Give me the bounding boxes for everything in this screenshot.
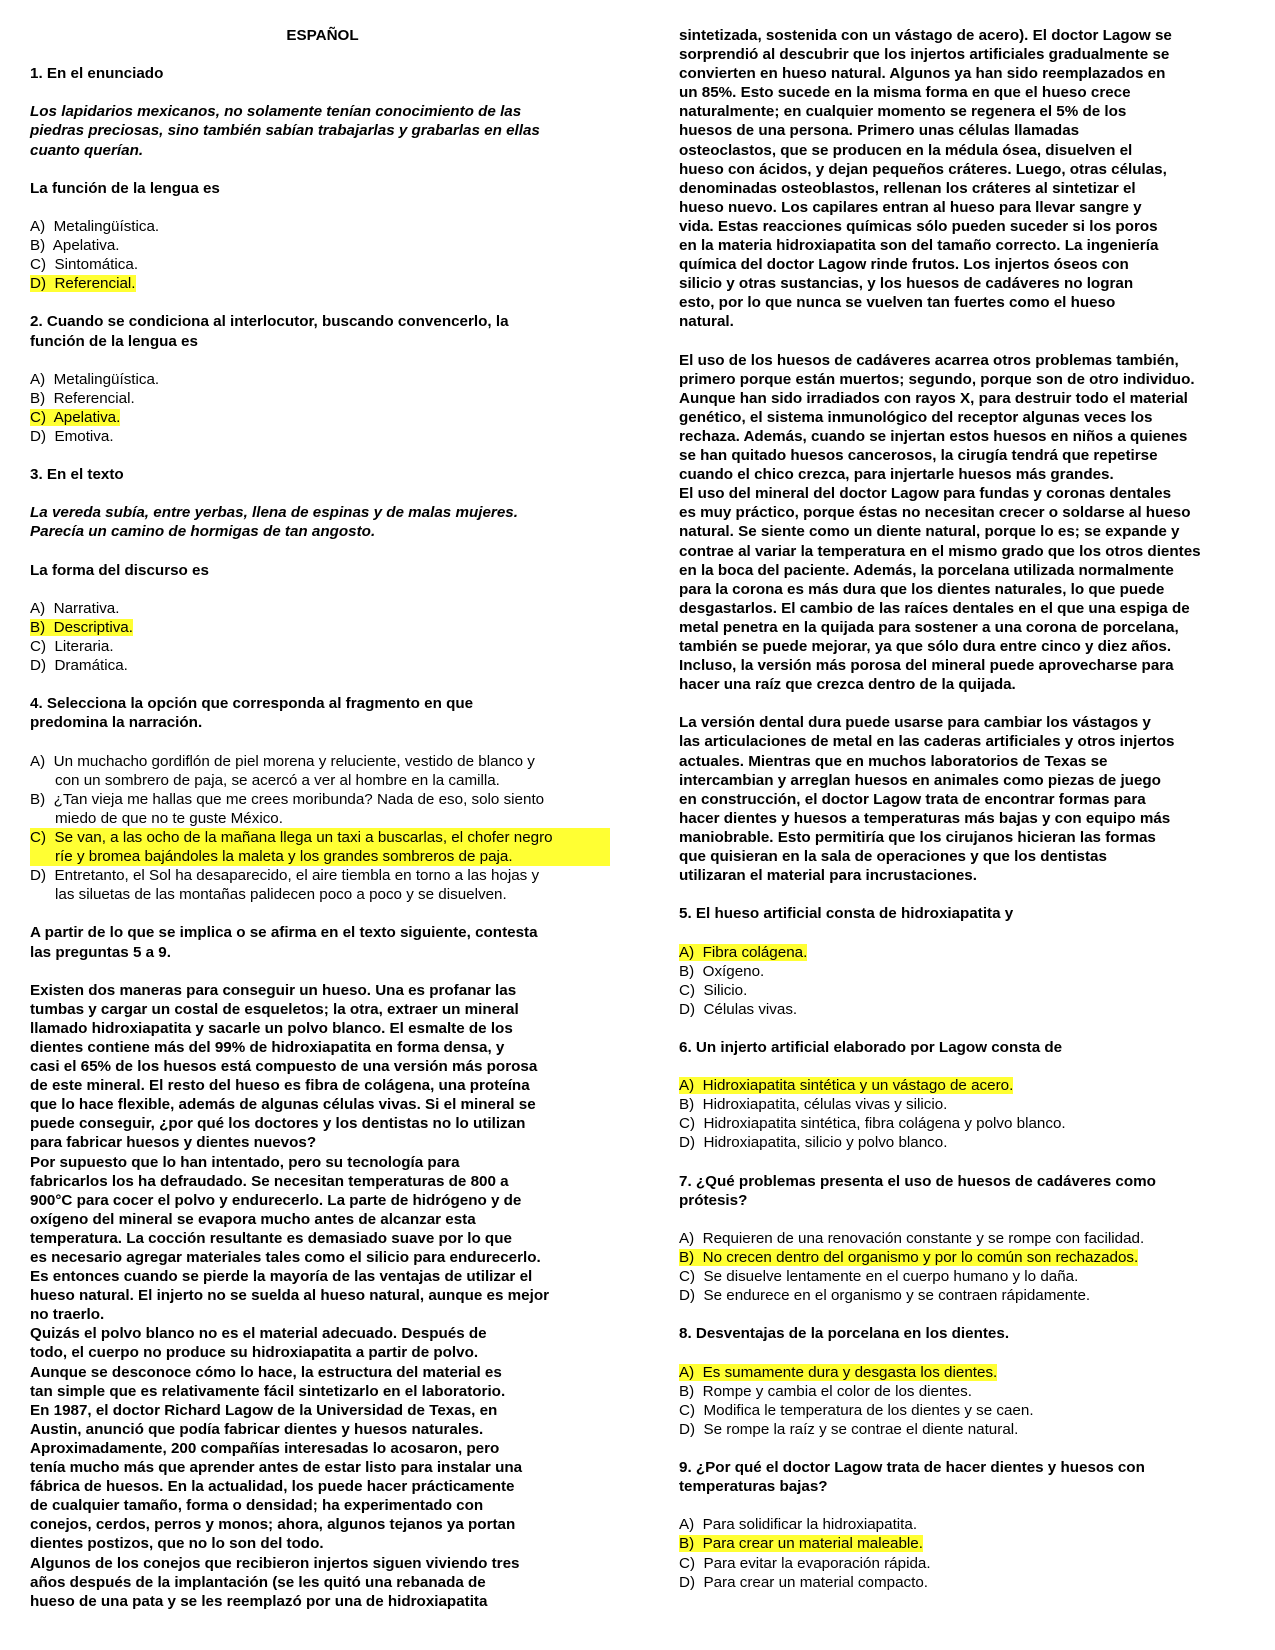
passage-line: es necesario agregar materiales tales como el silicio para endurecerlo.	[30, 1249, 541, 1266]
passage-line: no traerlo.	[30, 1306, 105, 1324]
passage-line: hueso de una pata y se les reemplazó por una de hidroxiapatita	[30, 1592, 488, 1610]
q1-option-c: C) Sintomática.	[30, 256, 139, 274]
q7-heading-line: prótesis?	[679, 1191, 748, 1209]
q2-option-a: A) Metalingüística.	[30, 370, 160, 388]
q8-option-d: D) Se rompe la raíz y se contrae el diente natural.	[679, 1420, 1019, 1438]
passage-line: Quizás el polvo blanco no es el material adecuado. Después de	[30, 1325, 487, 1343]
q4-option-d: D) Entretanto, el Sol ha desaparecido, el aire tiembla en torno a las hojas y	[30, 867, 540, 885]
q3-option-d: D) Dramática.	[30, 657, 128, 675]
passage-line: de este mineral. El resto del hueso es fibra de colágena, una proteína	[30, 1077, 530, 1095]
passage-line: para la corona es más dura que los dientes naturales, lo que puede	[679, 580, 1165, 598]
passage-line: años después de la implantación (se les quitó una rebanada de	[30, 1573, 486, 1591]
passage-line: metal penetra en la quijada para sostener a una corona de porcelana,	[679, 618, 1179, 636]
q5-option-c: C) Silicio.	[679, 981, 748, 999]
passage-line: Algunos de los conejos que recibieron injertos siguen viviendo tres	[30, 1554, 520, 1572]
q8-option-a-answer: A) Es sumamente dura y desgasta los dientes.	[679, 1363, 998, 1381]
passage-line: sintetizada, sostenida con un vástago de acero). El doctor Lagow se	[679, 27, 1172, 44]
passage-line: hueso con ácidos, y dejan pequeños cráteres. Luego, otras células,	[679, 160, 1167, 178]
q1-option-a: A) Metalingüística.	[30, 217, 160, 235]
passage-line: todo, el cuerpo no produce su hidroxiapatita a partir de polvo.	[30, 1344, 479, 1362]
passage-line: fabricarlos los ha defraudado. Se necesitan temperaturas de 800 a	[30, 1172, 509, 1190]
q8-heading: 8. Desventajas de la porcelana en los dientes.	[679, 1325, 1010, 1343]
q9-heading-line: 9. ¿Por qué el doctor Lagow trata de hacer dientes y huesos con	[679, 1459, 1145, 1477]
passage-line: tumbas y cargar un costal de esqueletos; la otra, extraer un mineral	[30, 1000, 519, 1018]
q1-prompt: La función de la lengua es	[30, 179, 220, 197]
passage-line: denominadas osteoblastos, rellenan los cráteres al sintetizar el	[679, 179, 1136, 197]
passage-line: natural.	[679, 313, 734, 331]
q9-option-c: C) Para evitar la evaporación rápida.	[679, 1554, 931, 1572]
q3-option-c: C) Literaria.	[30, 638, 114, 655]
q6-option-a-answer: A) Hidroxiapatita sintética y un vástago de acero.	[679, 1077, 1014, 1095]
q2-heading-line: 2. Cuando se condiciona al interlocutor, buscando convencerlo, la	[30, 313, 509, 331]
passage-line: un 85%. Esto sucede en la misma forma en que el hueso crece	[679, 84, 1131, 102]
passage-line: actuales. Mientras que en muchos laboratorios de Texas se	[679, 752, 1108, 770]
q5-option-b: B) Oxígeno.	[679, 962, 765, 980]
passage-line: silicio y otras sustancias, y los huesos de cadáveres no logran	[679, 275, 1134, 293]
passage-line: oxígeno del mineral se evapora mucho antes de alcanzar esta	[30, 1210, 476, 1228]
passage-line: desgastarlos. El cambio de las raíces dentales en el que una espiga de	[679, 599, 1190, 617]
left-column	[30, 26, 615, 1611]
passage-line: Existen dos maneras para conseguir un hueso. Una es profanar las	[30, 981, 517, 999]
q7-option-a: A) Requieren de una renovación constante y se rompe con facilidad.	[679, 1229, 1145, 1247]
passage-line: cuando el chico crezca, para injertarle huesos más grandes.	[679, 466, 1114, 484]
passage-line: llamado hidroxiapatita y sacarle un polvo blanco. El esmalte de los	[30, 1019, 513, 1037]
passage-line: utilizaran el material para incrustaciones.	[679, 867, 977, 885]
q3-option-a: A) Narrativa.	[30, 599, 120, 617]
passage-intro-line: A partir de lo que se implica o se afirma en el texto siguiente, contesta	[30, 924, 538, 942]
passage-line: casi el 65% de los huesos está compuesto de una versión más porosa	[30, 1058, 538, 1076]
passage-line: es muy práctico, porque éstas no necesitan crecer o soldarse al hueso	[679, 504, 1191, 522]
passage-line: tenía mucho más que aprender antes de estar listo para instalar una	[30, 1459, 523, 1477]
q1-option-d-answer: D) Referencial.	[30, 275, 136, 293]
passage-line: en construcción, el doctor Lagow trata de encontrar formas para	[679, 790, 1146, 808]
reading-passage-part2	[679, 26, 1254, 332]
q3-quote-line: La vereda subía, entre yerbas, llena de espinas y de malas mujeres.	[30, 504, 518, 522]
q4-option-a-cont: con un sombrero de paja, se acercó a ver al hombre en la camilla.	[55, 771, 500, 789]
q4-option-b-cont: miedo de que no te guste México.	[55, 809, 283, 827]
passage-line: tan simple que es relativamente fácil sintetizarlo en el laboratorio.	[30, 1382, 506, 1400]
passage-line: dientes contiene más del 99% de hidroxiapatita en forma densa, y	[30, 1038, 505, 1056]
passage-line: fábrica de huesos. En la actualidad, los puede hacer prácticamente	[30, 1478, 515, 1496]
passage-line: para fabricar huesos y dientes nuevos?	[30, 1134, 317, 1152]
passage-line: en la materia hidroxiapatita son del tamaño correcto. La ingeniería	[679, 237, 1159, 255]
passage-line: convierten en hueso natural. Algunos ya han sido reemplazados en	[679, 65, 1166, 83]
right-column	[679, 26, 1254, 1592]
passage-line: dientes postizos, que no lo son del todo.	[30, 1535, 324, 1553]
q2-heading-line: función de la lengua es	[30, 332, 198, 350]
passage-line: contrae al variar la temperatura en el mismo grado que los otros dientes	[679, 542, 1201, 560]
q3-quote-line: Parecía un camino de hormigas de tan angosto.	[30, 523, 376, 541]
passage-line: Aunque se desconoce cómo lo hace, la estructura del material es	[30, 1363, 502, 1381]
q8-option-b: B) Rompe y cambia el color de los dientes.	[679, 1382, 972, 1400]
q8-option-c: C) Modifica le temperatura de los dientes y se caen.	[679, 1401, 1034, 1419]
passage-line: puede conseguir, ¿por qué los doctores y los dentistas no lo utilizan	[30, 1115, 526, 1133]
passage-line: natural. Se siente como un diente natural, porque lo es; se expande y	[679, 523, 1180, 541]
passage-line: temperatura. La cocción resultante es demasiado suave por lo que	[30, 1229, 512, 1247]
q6-heading: 6. Un injerto artificial elaborado por Lagow consta de	[679, 1038, 1063, 1056]
passage-line: maniobrable. Esto permitiría que los cirujanos hicieran las formas	[679, 828, 1156, 846]
passage-line: hacer dientes y huesos a temperaturas más bajas y con equipo más	[679, 809, 1171, 827]
q3-option-b-answer: B) Descriptiva.	[30, 618, 133, 636]
q4-option-b: B) ¿Tan vieja me hallas que me crees moribunda? Nada de eso, solo siento	[30, 790, 545, 808]
q5-option-a-answer: A) Fibra colágena.	[679, 943, 808, 961]
q4-option-a: A) Un muchacho gordiflón de piel morena y reluciente, vestido de blanco y	[30, 752, 535, 770]
q3-prompt: La forma del discurso es	[30, 561, 209, 579]
q4-option-c-answer: C) Se van, a las ocho de la mañana llega un taxi a buscarlas, el chofer negro ríe y bromea bajándoles la maleta y los grandes sombreros de paja.	[30, 828, 610, 866]
passage-line: naturalmente; en cualquier momento se regenera el 5% de los	[679, 103, 1127, 121]
passage-line: intercambian y arreglan huesos en animales como piezas de juego	[679, 771, 1161, 789]
passage-line: primero porque están muertos; segundo, porque son de otro individuo.	[679, 370, 1195, 388]
passage-line: 900°C para cocer el polvo y endurecerlo. La parte de hidrógeno y de	[30, 1191, 522, 1209]
page-title: ESPAÑOL	[286, 27, 359, 44]
passage-line: las articulaciones de metal en las caderas artificiales y otros injertos	[679, 733, 1175, 751]
q5-option-d: D) Células vivas.	[679, 1000, 798, 1018]
passage-intro-line: las preguntas 5 a 9.	[30, 943, 171, 961]
q1-option-b: B) Apelativa.	[30, 237, 120, 255]
passage-line: hueso nuevo. Los capilares entran al hueso para llevar sangre y	[679, 198, 1142, 216]
reading-passage-part4	[679, 713, 1254, 885]
passage-line: El uso del mineral del doctor Lagow para fundas y coronas dentales	[679, 485, 1172, 503]
passage-line: sorprendió al descubrir que los injertos artificiales gradualmente se	[679, 46, 1170, 64]
q1-quote-line: piedras preciosas, sino también sabían trabajarlas y grabarlas en ellas	[30, 122, 540, 140]
passage-line: rechaza. Además, cuando se injertan estos huesos en niños a quienes	[679, 427, 1188, 445]
q9-heading-line: temperaturas bajas?	[679, 1478, 828, 1496]
passage-line: hueso natural. El injerto no se suelda al hueso natural, aunque es mejor	[30, 1287, 550, 1305]
passage-line: El uso de los huesos de cadáveres acarrea otros problemas también,	[679, 351, 1179, 369]
q3-heading: 3. En el texto	[30, 466, 124, 484]
q1-quote-line: cuanto querían.	[30, 141, 144, 159]
q6-option-c: C) Hidroxiapatita sintética, fibra colágena y polvo blanco.	[679, 1115, 1066, 1133]
passage-line: de cualquier tamaño, forma o densidad; ha experimentado con	[30, 1497, 484, 1515]
q1-quote-line: Los lapidarios mexicanos, no solamente tenían conocimiento de las	[30, 103, 522, 121]
passage-line: que quisieran en la sala de operaciones y que los dentistas	[679, 848, 1107, 866]
reading-passage-part3	[679, 351, 1254, 695]
q7-option-b-answer: B) No crecen dentro del organismo y por lo común son rechazados.	[679, 1249, 1139, 1266]
passage-line: hacer una raíz que crezca dentro de la quijada.	[679, 676, 1016, 694]
passage-line: Por supuesto que lo han intentado, pero su tecnología para	[30, 1153, 460, 1171]
q7-heading-line: 7. ¿Qué problemas presenta el uso de huesos de cadáveres como	[679, 1172, 1156, 1190]
passage-line: también se puede mejorar, ya que sólo dura entre cinco y diez años.	[679, 638, 1172, 655]
passage-line: osteoclastos, que se producen en la médula ósea, disuelven el	[679, 141, 1133, 159]
passage-line: esto, por lo que nunca se vuelven tan fuertes como el hueso	[679, 294, 1116, 312]
passage-line: En 1987, el doctor Richard Lagow de la Universidad de Texas, en	[30, 1401, 498, 1419]
q7-option-c: C) Se disuelve lentamente en el cuerpo humano y lo daña.	[679, 1268, 1079, 1286]
q9-option-a: A) Para solidificar la hidroxiapatita.	[679, 1516, 918, 1534]
passage-line: Es entonces cuando se pierde la mayoría de las ventajas de utilizar el	[30, 1268, 533, 1286]
passage-line: se han quitado huesos cancerosos, la cirugía tendrá que repetirse	[679, 447, 1158, 465]
passage-line: Aunque han sido irradiados con rayos X, para destruir todo el material	[679, 389, 1188, 407]
passage-line: que lo hace flexible, además de algunas células vivas. Si el mineral se	[30, 1096, 536, 1114]
passage-line: vida. Estas reacciones químicas sólo pueden suceder si los poros	[679, 217, 1158, 235]
passage-line: en la boca del paciente. Además, la porcelana utilizada normalmente	[679, 561, 1174, 579]
passage-line: Incluso, la versión más porosa del mineral puede aprovecharse para	[679, 657, 1174, 675]
passage-line: Austin, anunció que podía fabricar dientes y huesos naturales.	[30, 1420, 484, 1438]
q6-option-b: B) Hidroxiapatita, células vivas y silicio.	[679, 1096, 948, 1114]
q2-option-d: D) Emotiva.	[30, 427, 114, 445]
passage-line: conejos, cerdos, perros y monos; ahora, algunos tejanos ya portan	[30, 1516, 516, 1534]
q9-option-b-answer: B) Para crear un material maleable.	[679, 1535, 923, 1553]
q6-option-d: D) Hidroxiapatita, silicio y polvo blanco.	[679, 1134, 948, 1152]
q2-option-b: B) Referencial.	[30, 389, 135, 407]
passage-line: genético, el sistema inmunológico del receptor algunas veces los	[679, 408, 1153, 426]
q1-heading: 1. En el enunciado	[30, 65, 164, 83]
q4-option-d-cont: las siluetas de las montañas palidecen poco a poco y se disuelven.	[55, 886, 507, 904]
q5-heading: 5. El hueso artificial consta de hidroxiapatita y	[679, 905, 1014, 923]
passage-line: Aproximadamente, 200 compañías interesadas lo acosaron, pero	[30, 1439, 500, 1457]
q2-option-c-answer: C) Apelativa.	[30, 408, 121, 426]
q4-heading-line: 4. Selecciona la opción que corresponda al fragmento en que	[30, 695, 474, 713]
q9-option-d: D) Para crear un material compacto.	[679, 1573, 928, 1591]
passage-line: química del doctor Lagow rinde frutos. Los injertos óseos con	[679, 256, 1129, 274]
reading-passage-part1	[30, 981, 615, 1611]
passage-line: La versión dental dura puede usarse para cambiar los vástagos y	[679, 714, 1151, 732]
q4-heading-line: predomina la narración.	[30, 714, 203, 732]
passage-line: huesos de una persona. Primero unas células llamadas	[679, 122, 1080, 140]
q7-option-d: D) Se endurece en el organismo y se contraen rápidamente.	[679, 1287, 1091, 1305]
